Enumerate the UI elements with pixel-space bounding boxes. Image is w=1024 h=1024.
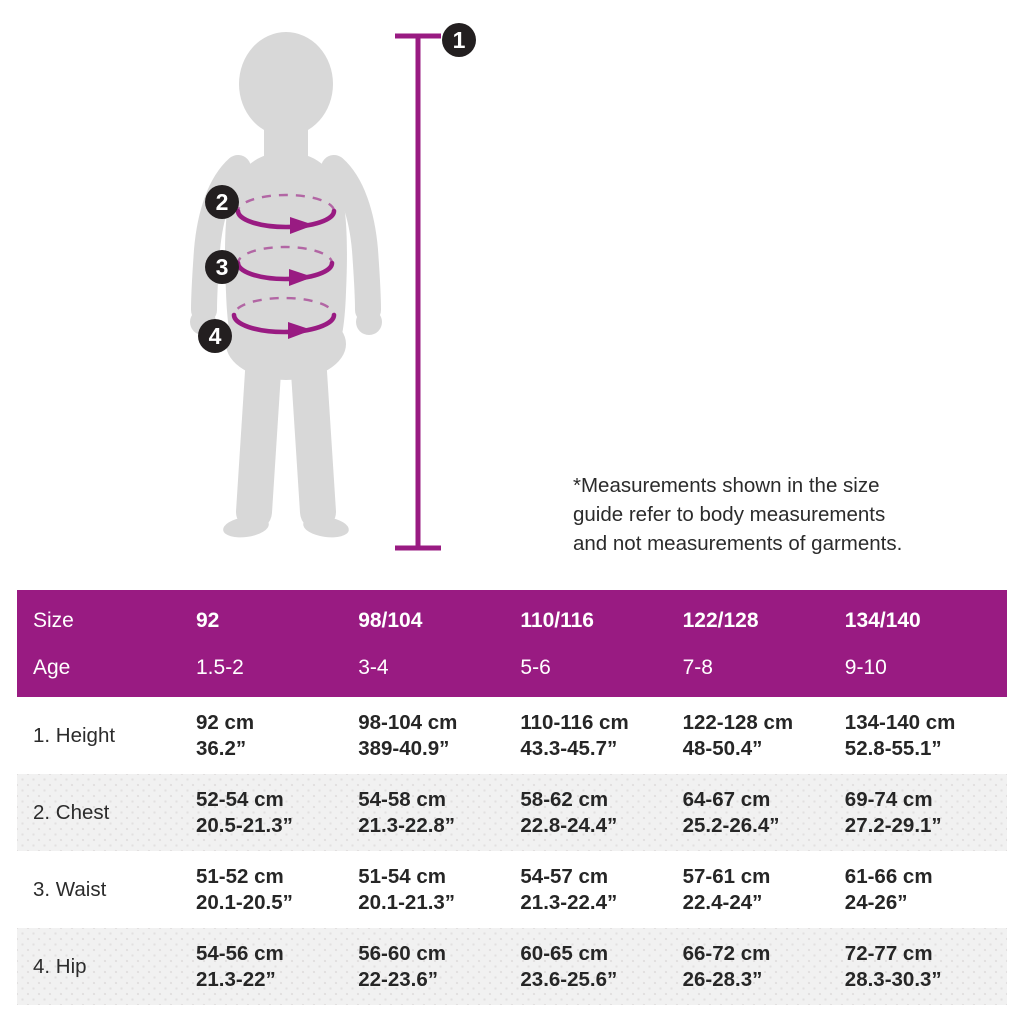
cm-value: 51-54 cm <box>358 864 446 888</box>
row-label-chest: 2. Chest <box>33 800 110 824</box>
table-row-waist <box>17 851 1007 928</box>
inch-value: 22.8-24.4” <box>520 813 618 837</box>
cm-value: 57-61 cm <box>682 864 771 888</box>
hip-cell-1 <box>196 941 358 993</box>
badge-1-number: 1 <box>452 27 466 53</box>
row-label-hip: 4. Hip <box>33 954 87 978</box>
cm-value: 69-74 cm <box>844 787 933 811</box>
table-row-chest <box>17 774 1007 851</box>
cm-value: 64-67 cm <box>682 787 771 811</box>
age-col-2: 3-4 <box>358 655 389 679</box>
hip-cell-3 <box>520 941 682 993</box>
height-measure-line <box>395 36 441 548</box>
cm-value: 66-72 cm <box>682 941 771 965</box>
cm-value: 58-62 cm <box>520 787 609 811</box>
hip-cell-2 <box>358 941 520 993</box>
table-row-hip <box>17 928 1007 1005</box>
cm-value: 61-66 cm <box>844 864 933 888</box>
cm-value: 72-77 cm <box>844 941 933 965</box>
size-col-92: 92 <box>196 609 220 632</box>
cm-value: 110-116 cm <box>520 710 629 734</box>
size-header-row <box>17 599 1007 643</box>
size-table-header <box>17 590 1007 697</box>
child-silhouette-shape <box>190 32 382 540</box>
cm-value: 56-60 cm <box>358 941 446 965</box>
height-cell-4 <box>683 710 845 762</box>
badge-3-number: 3 <box>215 254 229 280</box>
height-cell-1 <box>196 710 358 762</box>
chest-cell-5 <box>845 787 1007 839</box>
inch-value: 22.4-24” <box>682 890 763 914</box>
row-label-waist: 3. Waist <box>33 877 107 901</box>
badge-chest-2 <box>205 185 239 219</box>
cm-value: 92 cm <box>196 710 255 734</box>
cm-value: 98-104 cm <box>358 710 458 734</box>
cm-value: 60-65 cm <box>520 941 609 965</box>
note-line-2: guide refer to body measurements <box>573 503 886 526</box>
badge-4-number: 4 <box>208 323 222 349</box>
inch-value: 389-40.9” <box>358 736 450 760</box>
waist-cell-4 <box>683 864 845 916</box>
height-cell-5 <box>845 710 1007 762</box>
inch-value: 48-50.4” <box>682 736 763 760</box>
waist-cell-3 <box>520 864 682 916</box>
size-col-98-104: 98/104 <box>358 609 423 632</box>
size-col-110-116: 110/116 <box>520 609 594 632</box>
size-col-122-128: 122/128 <box>682 609 759 632</box>
age-header-row <box>17 643 1007 692</box>
note-line-3: and not measurements of garments. <box>573 532 903 555</box>
chest-cell-1 <box>196 787 358 839</box>
badge-hip-4 <box>198 319 232 353</box>
waist-cell-5 <box>845 864 1007 916</box>
size-header-label: Size <box>33 609 74 632</box>
age-col-3: 5-6 <box>520 655 551 679</box>
inch-value: 20.1-20.5” <box>196 890 293 914</box>
inch-value: 21.3-22.4” <box>520 890 618 914</box>
measurements-note <box>573 471 973 558</box>
chest-cell-3 <box>520 787 682 839</box>
note-line-1: *Measurements shown in the size <box>573 474 880 497</box>
age-col-5: 9-10 <box>844 655 887 679</box>
badge-2-number: 2 <box>215 189 229 215</box>
age-col-4: 7-8 <box>682 655 713 679</box>
table-row-height <box>17 697 1007 774</box>
cm-value: 52-54 cm <box>196 787 284 811</box>
waist-cell-1 <box>196 864 358 916</box>
inch-value: 21.3-22.8” <box>358 813 456 837</box>
badge-waist-3 <box>205 250 239 284</box>
height-cell-3 <box>520 710 682 762</box>
inch-value: 26-28.3” <box>682 967 763 991</box>
height-cell-2 <box>358 710 520 762</box>
cm-value: 51-52 cm <box>196 864 284 888</box>
cm-value: 134-140 cm <box>844 710 956 734</box>
chest-cell-4 <box>683 787 845 839</box>
inch-value: 28.3-30.3” <box>844 967 942 991</box>
age-col-1: 1.5-2 <box>196 655 244 679</box>
hip-cell-4 <box>683 941 845 993</box>
size-table <box>17 590 1007 1005</box>
cm-value: 54-58 cm <box>358 787 446 811</box>
inch-value: 22-23.6” <box>358 967 438 991</box>
inch-value: 36.2” <box>196 736 247 760</box>
size-col-134-140: 134/140 <box>844 609 921 632</box>
cm-value: 54-56 cm <box>196 941 284 965</box>
inch-value: 20.5-21.3” <box>196 813 293 837</box>
chest-cell-2 <box>358 787 520 839</box>
inch-value: 24-26” <box>844 890 908 914</box>
inch-value: 43.3-45.7” <box>520 736 618 760</box>
inch-value: 23.6-25.6” <box>520 967 618 991</box>
cm-value: 122-128 cm <box>682 710 794 734</box>
age-header-label: Age <box>33 655 71 679</box>
hip-cell-5 <box>845 941 1007 993</box>
inch-value: 20.1-21.3” <box>358 890 456 914</box>
badge-height-1 <box>442 23 476 57</box>
inch-value: 27.2-29.1” <box>844 813 942 837</box>
inch-value: 52.8-55.1” <box>844 736 942 760</box>
row-label-height: 1. Height <box>33 723 116 747</box>
cm-value: 54-57 cm <box>520 864 609 888</box>
inch-value: 21.3-22” <box>196 967 276 991</box>
inch-value: 25.2-26.4” <box>682 813 780 837</box>
waist-cell-2 <box>358 864 520 916</box>
